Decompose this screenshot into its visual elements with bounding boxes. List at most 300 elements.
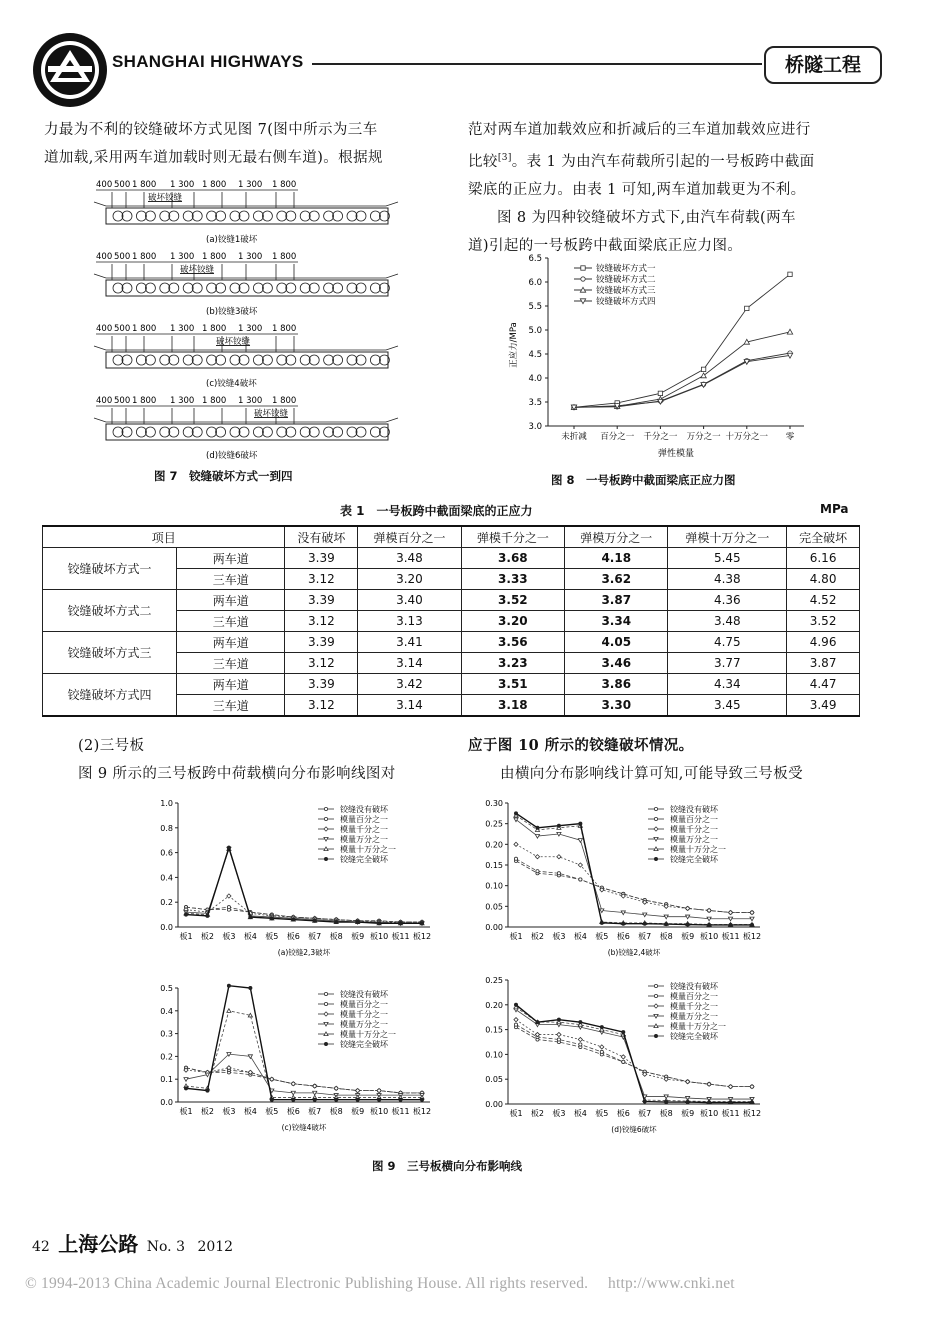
text-line: 力最为不利的铰缝破坏方式见图 7(图中所示为三车 — [44, 122, 378, 138]
hollow-core — [216, 211, 226, 221]
series-line — [186, 896, 422, 922]
x-tick-label: 板1 — [509, 932, 523, 941]
hollow-core — [113, 283, 123, 293]
hollow-core — [253, 283, 263, 293]
series-line — [574, 332, 790, 407]
table-cell: 3.77 — [668, 653, 787, 674]
hollow-core — [333, 283, 343, 293]
x-tick-label: 板3 — [552, 932, 566, 941]
x-tick-label: 板10 — [369, 932, 389, 941]
x-tick-label: 板7 — [638, 1109, 652, 1118]
hollow-core — [347, 355, 357, 365]
hollow-core — [122, 427, 132, 437]
data-point — [707, 917, 711, 921]
dimension-label: 400 — [96, 252, 113, 262]
x-tick-label: 板2 — [530, 1109, 545, 1118]
data-point — [334, 1086, 338, 1090]
data-point — [729, 923, 732, 926]
hollow-core — [277, 427, 287, 437]
data-point — [313, 919, 316, 922]
data-point — [324, 1042, 327, 1045]
hollow-core — [324, 355, 334, 365]
data-point — [536, 1021, 539, 1024]
y-tick-label: 0.10 — [485, 1050, 503, 1060]
data-point — [249, 986, 252, 989]
fig9d-chart — [470, 972, 770, 1142]
x-tick-label: 板11 — [391, 1107, 410, 1116]
dimension-label: 1 800 — [202, 180, 227, 190]
data-point — [579, 878, 582, 881]
hollow-core — [356, 211, 366, 221]
x-tick-label: 板5 — [265, 932, 279, 941]
hollow-core — [370, 283, 380, 293]
subfigure-label: (a)铰缝2,3破坏 — [277, 948, 331, 957]
y-tick-label: 0.5 — [160, 984, 173, 993]
group-label: 铰缝破坏方式四 — [43, 674, 177, 717]
hollow-core — [262, 427, 272, 437]
group-label: 铰缝破坏方式一 — [43, 548, 177, 590]
slab-outline — [106, 424, 388, 440]
data-point — [535, 855, 539, 859]
hollow-core — [113, 427, 123, 437]
table-cell: 4.36 — [668, 590, 787, 611]
data-point — [227, 906, 230, 909]
text-line: 道加载,采用两车道加载时则无最右侧车道)。根据规 — [44, 150, 383, 166]
hollow-core — [136, 283, 146, 293]
data-point — [728, 917, 732, 921]
hollow-core — [122, 283, 132, 293]
hollow-core — [207, 283, 217, 293]
y-tick-label: 0.6 — [160, 848, 173, 858]
text-line: 应于图 10 所示的铰缝破坏情况。 — [468, 737, 694, 754]
subfigure-label: (c)铰缝4破坏 — [281, 1123, 327, 1132]
data-point — [324, 857, 327, 860]
dimension-label: 1 800 — [132, 180, 157, 190]
x-tick-label: 板6 — [286, 932, 300, 941]
x-tick-label: 板5 — [265, 1107, 279, 1116]
data-point — [291, 1082, 295, 1086]
data-point — [420, 1098, 423, 1101]
data-point — [206, 914, 209, 917]
data-point — [750, 923, 753, 926]
data-point — [291, 1091, 295, 1095]
x-tick-label: 板2 — [200, 932, 215, 941]
table-cell: 3.52 — [461, 590, 564, 611]
hollow-core — [239, 211, 249, 221]
text-line: 道)引起的一号板跨中截面梁底正应力图。 — [468, 237, 743, 254]
y-tick-label: 0.00 — [485, 1100, 503, 1109]
hollow-core — [122, 211, 132, 221]
table-cell: 3.68 — [461, 548, 564, 569]
data-point — [536, 826, 539, 829]
hollow-core — [207, 355, 217, 365]
col-header: 弹模万分之一 — [565, 526, 668, 548]
y-tick-label: 0.0 — [160, 1098, 173, 1107]
data-point — [788, 272, 792, 276]
data-point — [270, 1098, 273, 1101]
data-point — [686, 915, 690, 919]
table-cell: 3.62 — [565, 569, 668, 590]
col-header: 项目 — [43, 526, 285, 548]
data-point — [750, 1085, 754, 1089]
series-line — [574, 353, 790, 407]
x-tick-label: 百分之一 — [600, 432, 635, 442]
y-tick-label: 0.00 — [485, 923, 503, 932]
data-point — [578, 839, 582, 843]
data-point — [654, 984, 657, 987]
lane-label: 两车道 — [177, 674, 285, 695]
data-point — [184, 1087, 187, 1090]
x-tick-label: 板2 — [200, 1107, 215, 1116]
x-tick-label: 零 — [785, 432, 795, 442]
group-label: 铰缝破坏方式二 — [43, 590, 177, 632]
table-cell: 3.45 — [668, 695, 787, 717]
y-tick-label: 0.25 — [485, 976, 503, 985]
hollow-core — [230, 427, 240, 437]
hollow-core — [192, 427, 202, 437]
data-point — [324, 817, 327, 820]
hollow-core — [324, 283, 334, 293]
issue-number: No. 3 — [146, 1239, 185, 1255]
data-point — [206, 1089, 209, 1092]
section-heading: (2)三号板 — [78, 738, 145, 754]
data-point — [270, 917, 273, 920]
hollow-core — [207, 427, 217, 437]
text-line: 比较[3]。表 1 为由汽车荷载所引起的一号板跨中截面 — [468, 153, 815, 170]
table-row — [43, 674, 860, 695]
data-point — [654, 1034, 657, 1037]
x-tick-label: 板9 — [351, 932, 365, 941]
hollow-core — [324, 211, 334, 221]
x-tick-label: 板9 — [681, 1109, 695, 1118]
hollow-core — [309, 283, 319, 293]
data-point — [622, 922, 625, 925]
table-cell: 3.49 — [787, 695, 860, 717]
table-cell: 4.80 — [787, 569, 860, 590]
data-point — [686, 1100, 689, 1103]
legend-label: 模量千分之一 — [670, 1002, 718, 1011]
hollow-core — [262, 283, 272, 293]
x-tick-label: 板4 — [573, 1109, 587, 1118]
table-cell: 4.75 — [668, 632, 787, 653]
y-tick-label: 0.2 — [160, 898, 173, 908]
hollow-core — [286, 427, 296, 437]
dimension-label: 500 — [114, 324, 131, 334]
hollow-core — [113, 355, 123, 365]
hinge-label: 破坏铰缝 — [254, 409, 289, 419]
data-point — [557, 872, 560, 875]
series-line — [186, 1068, 422, 1093]
left-paragraph — [44, 116, 464, 172]
dimension-label: 1 300 — [238, 180, 263, 190]
data-point — [578, 863, 582, 867]
series-line — [516, 859, 752, 913]
data-point — [270, 1077, 274, 1081]
fig9c-chart — [140, 980, 440, 1140]
header-rule — [312, 63, 762, 65]
hollow-core — [356, 355, 366, 365]
series-line — [186, 1054, 422, 1095]
x-tick-label: 板10 — [699, 932, 719, 941]
dimension-label: 1 800 — [132, 396, 157, 406]
data-point — [324, 1032, 328, 1036]
data-point — [654, 807, 657, 810]
data-point — [654, 994, 657, 997]
y-tick-label: 3.0 — [528, 422, 542, 432]
x-tick-label: 板1 — [179, 932, 193, 941]
x-tick-label: 千分之一 — [643, 432, 678, 442]
y-tick-label: 4.0 — [528, 374, 542, 384]
hollow-core — [169, 283, 179, 293]
hollow-core — [347, 427, 357, 437]
hollow-core — [113, 211, 123, 221]
data-point — [664, 915, 668, 919]
col-header: 弹模千分之一 — [461, 526, 564, 548]
data-point — [654, 1004, 658, 1008]
y-tick-label: 0.20 — [485, 1000, 503, 1010]
y-axis-label: 正应力/MPa — [509, 322, 519, 368]
dimension-label: 400 — [96, 396, 113, 406]
data-point — [600, 1026, 603, 1029]
table-row — [43, 590, 860, 611]
data-point — [622, 1060, 625, 1063]
fig8-caption: 图 8 一号板跨中截面梁底正应力图 — [551, 473, 736, 487]
legend-label: 模量百分之一 — [670, 815, 718, 824]
data-point — [658, 391, 662, 395]
data-point — [514, 1023, 517, 1026]
y-tick-label: 1.0 — [160, 799, 173, 808]
data-point — [581, 277, 585, 281]
hollow-core — [333, 427, 343, 437]
data-point — [557, 1032, 561, 1036]
y-tick-label: 0.15 — [485, 861, 503, 870]
x-tick-label: 板8 — [659, 932, 673, 941]
x-tick-label: 板8 — [659, 1109, 673, 1118]
data-point — [324, 1002, 327, 1005]
data-point — [728, 1085, 732, 1089]
x-tick-label: 板9 — [351, 1107, 365, 1116]
data-point — [535, 834, 539, 838]
y-tick-label: 0.2 — [160, 1052, 173, 1062]
legend-label: 铰缝没有破坏 — [670, 982, 718, 991]
data-point — [514, 812, 517, 815]
table-cell: 3.20 — [461, 611, 564, 632]
data-point — [578, 1037, 582, 1041]
hollow-core — [300, 427, 310, 437]
hollow-core — [122, 355, 132, 365]
y-tick-label: 0.3 — [160, 1029, 173, 1039]
data-point — [227, 1009, 231, 1013]
y-tick-label: 0.8 — [160, 823, 173, 833]
x-tick-label: 板7 — [308, 932, 322, 941]
data-point — [600, 1050, 603, 1053]
text-line: 由横向分布影响线计算可知,可能导致三号板受 — [500, 766, 804, 782]
table-cell: 6.16 — [787, 548, 860, 569]
dimension-label: 1 800 — [272, 252, 297, 262]
hollow-core — [169, 211, 179, 221]
dimension-label: 1 300 — [238, 324, 263, 334]
journal-title: SHANGHAI HIGHWAYS — [112, 52, 304, 71]
y-tick-label: 0.15 — [485, 1025, 503, 1035]
hollow-core — [253, 355, 263, 365]
x-tick-label: 板4 — [573, 932, 587, 941]
hollow-core — [136, 427, 146, 437]
y-tick-label: 0.4 — [160, 873, 173, 883]
copyright-notice: © 1994-2013 China Academic Journal Electronic Publishing House. All rights reserved. http://www.cnki.net — [25, 1275, 735, 1292]
hollow-core — [160, 427, 170, 437]
table-cell: 3.48 — [358, 548, 461, 569]
hollow-core — [239, 427, 249, 437]
y-tick-label: 0.30 — [485, 799, 503, 808]
data-point — [399, 1098, 402, 1101]
data-point — [514, 842, 518, 846]
table-cell: 3.12 — [285, 695, 358, 717]
lane-label: 两车道 — [177, 590, 285, 611]
data-point — [514, 1018, 518, 1022]
table-cell: 3.40 — [358, 590, 461, 611]
page-footer — [32, 1228, 233, 1257]
legend-label: 铰缝完全破坏 — [340, 855, 388, 864]
data-point — [707, 1101, 710, 1104]
fig9-caption: 图 9 三号板横向分布影响线 — [372, 1159, 523, 1173]
text-line: 梁底的正应力。由表 1 可知,两车道加载更为不利。 — [468, 181, 806, 198]
journal-logo — [30, 30, 110, 110]
subfigure-label: (a)铰缝1破坏 — [206, 235, 258, 245]
col-header: 弹模十万分之一 — [668, 526, 787, 548]
hollow-core — [262, 355, 272, 365]
table-cell: 3.34 — [565, 611, 668, 632]
dimension-label: 400 — [96, 180, 113, 190]
table-cell: 3.39 — [285, 548, 358, 569]
data-point — [184, 1078, 188, 1082]
x-tick-label: 十万分之一 — [725, 432, 769, 442]
data-point — [643, 922, 646, 925]
lane-label: 三车道 — [177, 653, 285, 674]
table-cell: 3.20 — [358, 569, 461, 590]
x-tick-label: 板3 — [222, 932, 236, 941]
table-cell: 3.12 — [285, 653, 358, 674]
hollow-core — [230, 211, 240, 221]
reference-mark[interactable]: [3] — [497, 153, 512, 163]
data-point — [292, 1098, 295, 1101]
table-cell: 3.56 — [461, 632, 564, 653]
legend-label: 铰缝破坏方式三 — [596, 286, 656, 296]
hollow-core — [169, 355, 179, 365]
table-cell: 3.14 — [358, 695, 461, 717]
x-tick-label: 板10 — [369, 1107, 389, 1116]
data-point — [579, 822, 582, 825]
data-point — [665, 923, 668, 926]
x-tick-label: 板7 — [308, 1107, 322, 1116]
table-cell: 4.34 — [668, 674, 787, 695]
text-line: 图 9 所示的三号板跨中荷载横向分布影响线图对 — [78, 766, 396, 782]
data-point — [249, 915, 252, 918]
legend-label: 铰缝完全破坏 — [670, 1032, 718, 1041]
table-cell: 4.96 — [787, 632, 860, 653]
data-point — [654, 847, 658, 851]
data-point — [729, 1101, 732, 1104]
data-point — [643, 913, 647, 917]
data-point — [654, 827, 658, 831]
legend-label: 模量万分之一 — [340, 1020, 388, 1029]
lane-label: 三车道 — [177, 569, 285, 590]
x-tick-label: 板12 — [412, 1107, 432, 1116]
data-point — [420, 922, 423, 925]
legend-label: 铰缝破坏方式二 — [596, 275, 656, 285]
data-point — [600, 921, 603, 924]
data-point — [324, 837, 328, 841]
hollow-core — [230, 355, 240, 365]
data-point — [557, 1018, 560, 1021]
data-point — [536, 870, 539, 873]
hollow-core — [145, 427, 155, 437]
y-tick-label: 0.10 — [485, 881, 503, 891]
table-cell: 5.45 — [668, 548, 787, 569]
dimension-label: 1 800 — [132, 252, 157, 262]
data-point — [686, 1080, 690, 1084]
dimension-label: 1 300 — [170, 180, 195, 190]
hollow-core — [216, 355, 226, 365]
hollow-core — [230, 283, 240, 293]
y-tick-label: 5.5 — [528, 302, 542, 312]
x-tick-label: 板10 — [699, 1109, 719, 1118]
data-point — [377, 1089, 381, 1093]
series-line — [186, 1068, 422, 1093]
dimension-label: 400 — [96, 324, 113, 334]
table-cell: 3.30 — [565, 695, 668, 717]
table-cell: 3.33 — [461, 569, 564, 590]
data-point — [324, 827, 328, 831]
hollow-core — [356, 283, 366, 293]
fig7-caption: 图 7 铰缝破坏方式一到四 — [154, 469, 293, 483]
data-point — [324, 1012, 328, 1016]
legend-label: 模量千分之一 — [340, 825, 388, 834]
legend-label: 铰缝没有破坏 — [340, 990, 388, 999]
table1-unit: MPa — [820, 502, 849, 516]
dimension-label: 1 800 — [272, 324, 297, 334]
hollow-core — [277, 355, 287, 365]
legend-label: 铰缝破坏方式四 — [596, 297, 656, 307]
legend-label: 模量百分之一 — [340, 815, 388, 824]
data-point — [514, 857, 517, 860]
data-point — [313, 1091, 317, 1095]
y-tick-label: 6.0 — [528, 278, 542, 288]
table-cell: 4.52 — [787, 590, 860, 611]
dimension-label: 1 300 — [170, 252, 195, 262]
hollow-core — [192, 355, 202, 365]
table-cell: 3.42 — [358, 674, 461, 695]
hollow-core — [347, 211, 357, 221]
data-point — [643, 1100, 646, 1103]
y-tick-label: 0.25 — [485, 819, 503, 829]
dimension-label: 1 300 — [238, 252, 263, 262]
x-tick-label: 万分之一 — [686, 432, 721, 442]
table-cell: 3.13 — [358, 611, 461, 632]
table-cell: 3.23 — [461, 653, 564, 674]
group-label: 铰缝破坏方式三 — [43, 632, 177, 674]
right-paragraph — [468, 116, 888, 260]
table-row — [43, 632, 860, 653]
data-point — [750, 1101, 753, 1104]
table-header-row — [43, 526, 860, 548]
hollow-core — [216, 427, 226, 437]
y-tick-label: 0.05 — [485, 1075, 503, 1085]
data-point — [292, 918, 295, 921]
subfigure-label: (d)铰缝6破坏 — [611, 1125, 657, 1134]
dimension-label: 1 800 — [202, 396, 227, 406]
data-point — [205, 1073, 209, 1077]
legend-label: 模量十万分之一 — [670, 845, 726, 854]
